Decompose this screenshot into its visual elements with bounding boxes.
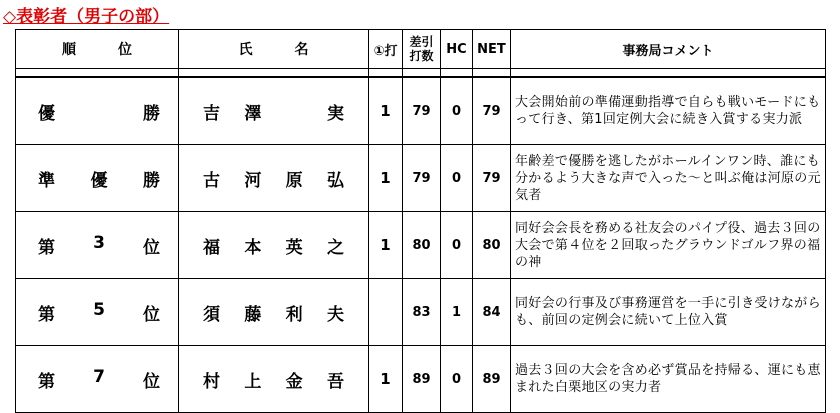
header-hc: HC	[441, 30, 473, 69]
net-cell: 84	[473, 279, 511, 346]
header-rank: 順 位	[16, 30, 179, 69]
comment-cell: 過去３回の大会を含め必ず賞品を持帰る、運にも恵まれた白栗地区の実力者	[511, 346, 826, 413]
spacer-row	[16, 69, 826, 78]
name-cell: 福 本 英 之	[179, 212, 369, 279]
strokes-cell: 1	[369, 77, 403, 145]
rank-cell: 準 優 勝	[16, 145, 179, 212]
table-row	[16, 77, 826, 145]
header-net: NET	[473, 30, 511, 69]
table-row	[16, 346, 826, 413]
header-row	[16, 30, 826, 69]
hc-cell: 0	[441, 77, 473, 145]
strokes-cell: 1	[369, 346, 403, 413]
awards-table	[15, 29, 826, 413]
table-row	[16, 212, 826, 279]
rank-cell: 優 勝	[16, 77, 179, 145]
header-comment: 事務局コメント	[511, 30, 826, 69]
diff-cell: 80	[403, 212, 441, 279]
header-name: 氏 名	[179, 30, 369, 69]
header-strokes: ①打	[369, 30, 403, 69]
diff-cell: 83	[403, 279, 441, 346]
name-cell: 古 河 原 弘	[179, 145, 369, 212]
name-cell: 吉 澤 実	[179, 77, 369, 145]
comment-cell: 年齢差で優勝を逃したがホールインワン時、誰にも分かるよう大きな声で入った～と叫ぶ俺は河原の元気者	[511, 145, 826, 212]
comment-cell: 同好会の行事及び事務運営を一手に引き受けながらも、前回の定例会に続いて上位入賞	[511, 279, 826, 346]
header-diff: 差引 打数	[403, 30, 441, 69]
table-row	[16, 145, 826, 212]
rank-cell: 第 5 位	[16, 279, 179, 346]
comment-cell: 同好会会長を務める社友会のパイプ役、過去３回の大会で第４位を２回取ったグラウンドゴルフ界の福の神	[511, 212, 826, 279]
strokes-cell	[369, 279, 403, 346]
name-cell: 須 藤 利 夫	[179, 279, 369, 346]
comment-cell: 大会開始前の準備運動指導で自らも戦いモードにもって行き、第1回定例大会に続き入賞する実力派	[511, 77, 826, 145]
diff-cell: 79	[403, 145, 441, 212]
net-cell: 89	[473, 346, 511, 413]
diff-cell: 79	[403, 77, 441, 145]
rank-cell: 第 3 位	[16, 212, 179, 279]
net-cell: 79	[473, 77, 511, 145]
name-cell: 村 上 金 吾	[179, 346, 369, 413]
hc-cell: 0	[441, 212, 473, 279]
diff-cell: 89	[403, 346, 441, 413]
section-title: ◇表彰者（男子の部）	[3, 7, 170, 27]
hc-cell: 0	[441, 346, 473, 413]
net-cell: 80	[473, 212, 511, 279]
rank-cell: 第 7 位	[16, 346, 179, 413]
strokes-cell: 1	[369, 212, 403, 279]
table-row	[16, 279, 826, 346]
strokes-cell: 1	[369, 145, 403, 212]
net-cell: 79	[473, 145, 511, 212]
hc-cell: 1	[441, 279, 473, 346]
hc-cell: 0	[441, 145, 473, 212]
